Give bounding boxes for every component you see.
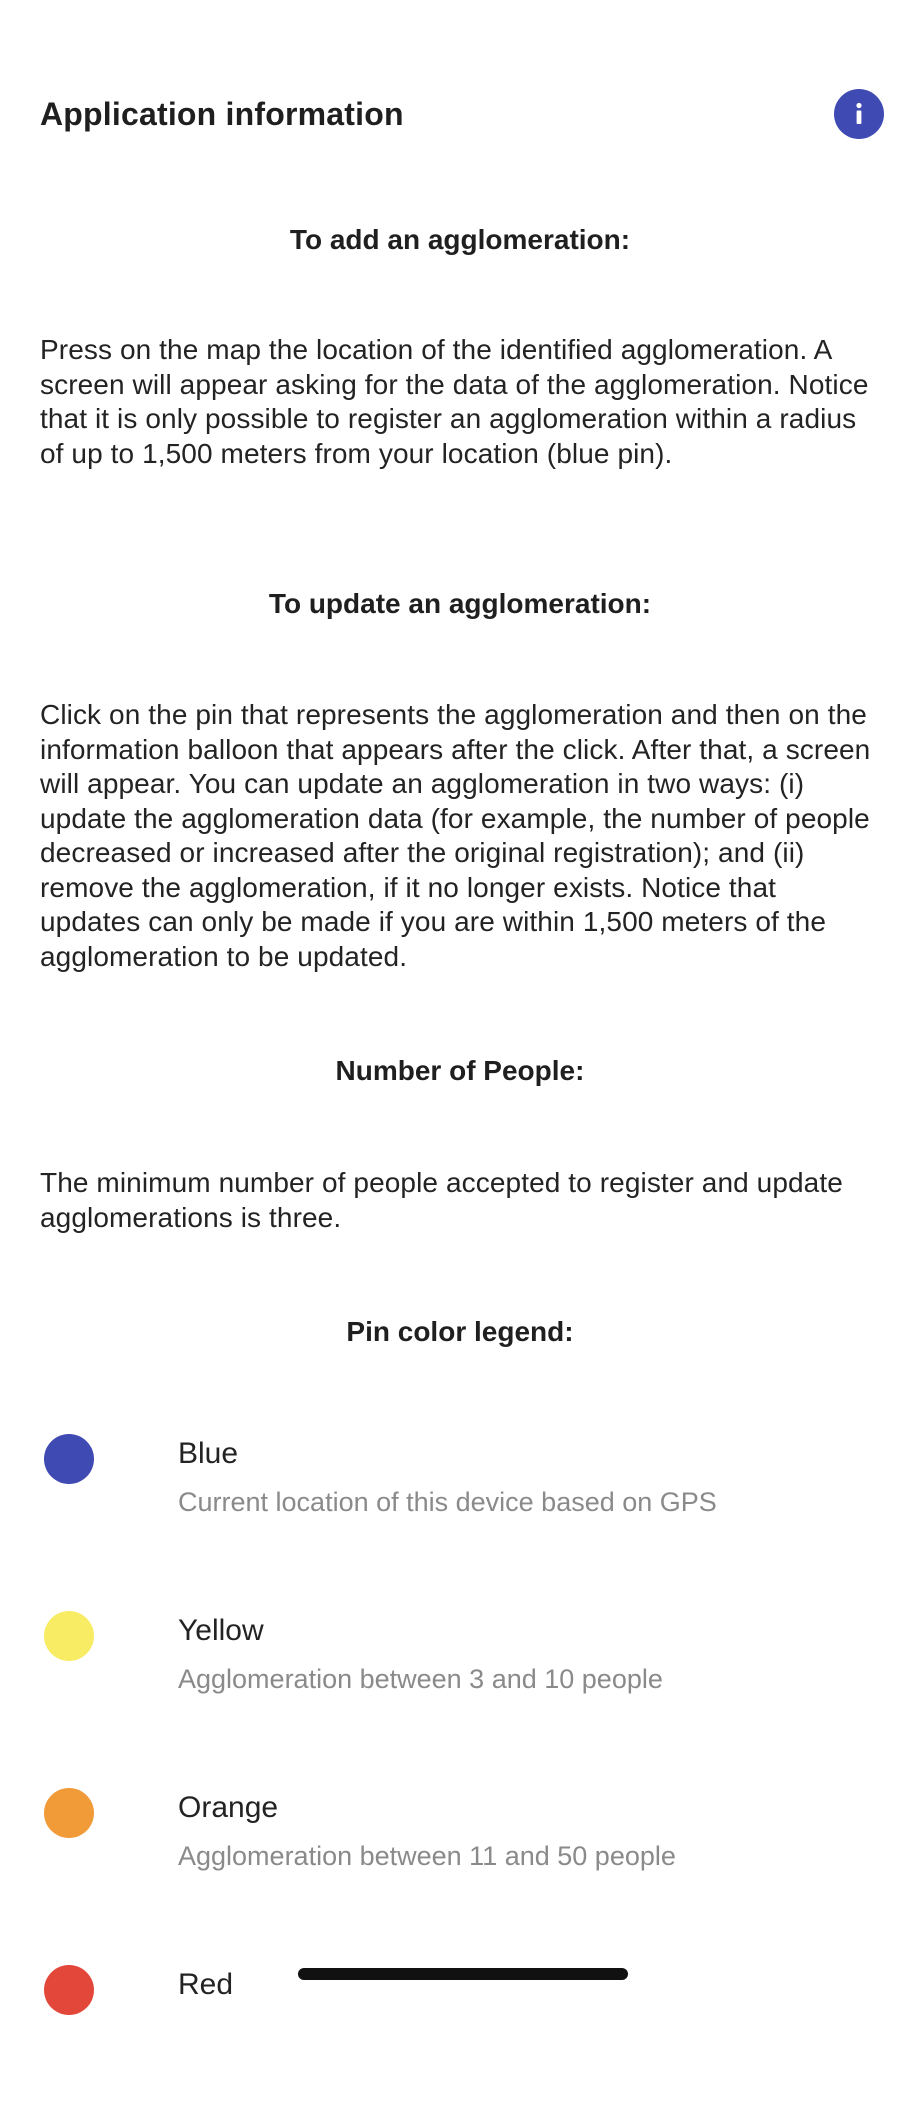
legend-item-yellow — [40, 1597, 884, 1774]
legend-item-description: Agglomeration between 3 and 10 people — [178, 1664, 663, 1694]
legend-item-description: Agglomeration between 11 and 50 people — [178, 1841, 676, 1871]
legend-item-name: Yellow — [178, 1614, 264, 1647]
section-title-update: To update an agglomeration: — [268, 588, 652, 619]
pin-color-legend — [40, 1420, 884, 2128]
legend-item-description: Current location of this device based on GPS — [178, 1487, 717, 1517]
legend-item-name: Blue — [178, 1437, 239, 1470]
section-body-add: Press on the map the location of the identified agglomeration. A screen will appear asking for the data of the agglomeration. Notice that it is only possible to register an agglomeration within a radius of up to 1,500 meters from your location (blue pin). — [40, 334, 869, 469]
section-title-people: Number of People: — [335, 1055, 585, 1086]
info-button[interactable] — [834, 89, 884, 139]
red-pin-icon — [44, 1965, 94, 2015]
section-body-update: Click on the pin that represents the agglomeration and then on the information balloon that appears after the click. After that, a screen will appear. You can update an agglomeration in two ways: (i) update the agglomeration data (for example, the number of people decreased or increased after the original registration); and (ii) remove the agglomeration, if it no longer exists. Notice that updates can only be made if you are within 1,500 meters of the agglomeration to be updated. — [40, 699, 871, 972]
orange-pin-icon — [44, 1788, 94, 1838]
app-header — [40, 88, 884, 140]
legend-item-orange — [40, 1774, 884, 1951]
page-title: Application information — [40, 95, 404, 132]
legend-item-name: Red — [178, 1968, 234, 2001]
info-icon — [844, 99, 874, 129]
blue-pin-icon — [44, 1434, 94, 1484]
yellow-pin-icon — [44, 1611, 94, 1661]
home-indicator[interactable] — [298, 1968, 628, 1980]
legend-item-blue — [40, 1420, 884, 1597]
section-body-people: The minimum number of people accepted to register and update agglomerations is three. — [40, 1167, 843, 1233]
section-title-legend: Pin color legend: — [346, 1316, 574, 1347]
info-content — [40, 210, 880, 1347]
legend-item-name: Orange — [178, 1791, 279, 1824]
section-title-add: To add an agglomeration: — [289, 224, 631, 255]
